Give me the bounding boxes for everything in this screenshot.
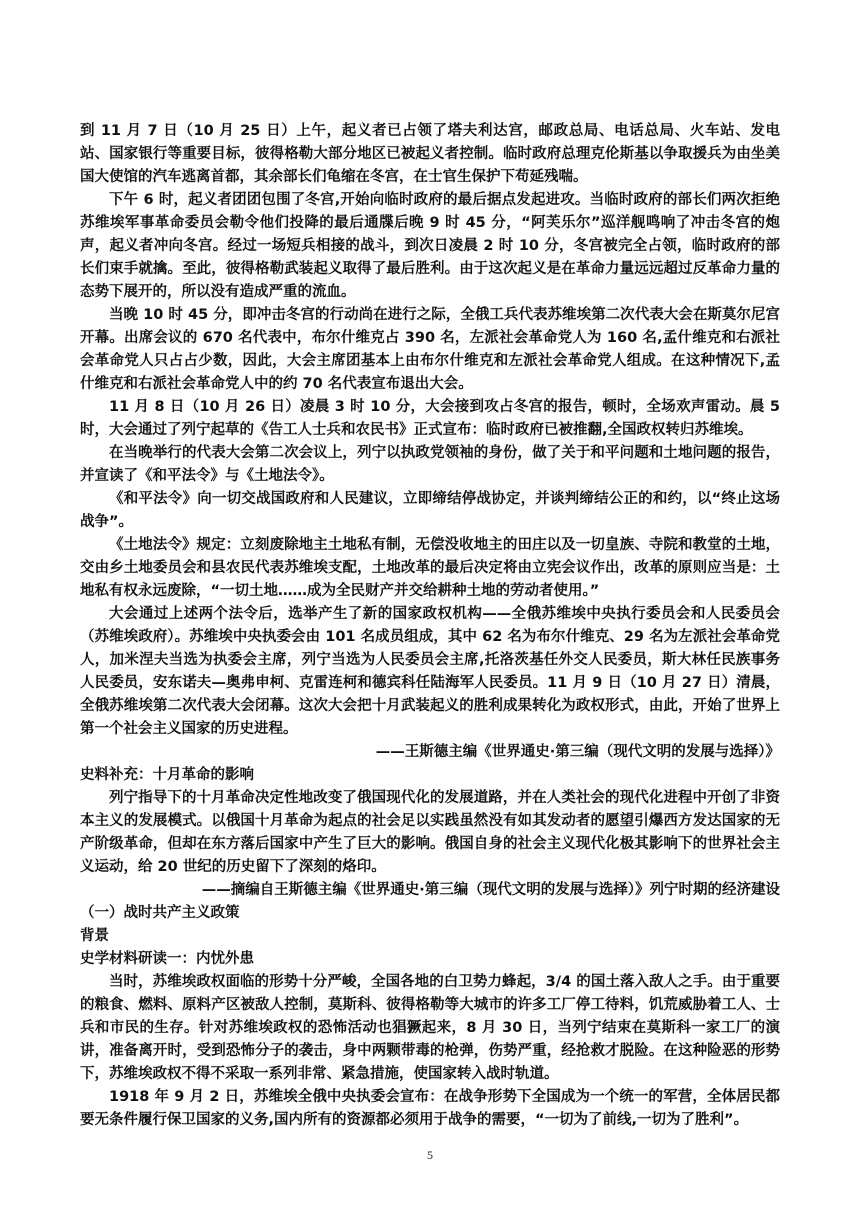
paragraph-2: 下午 6 时，起义者团团包围了冬宫,开始向临时政府的最后据点发起进攻。当临时政府的部长们两次拒绝苏维埃军事革命委员会勒令他们投降的最后通牒后晚 9 时 45 分，“阿芙乐尔”巡洋舰鸣响了冲击冬宫的炮声，起义者冲向冬宫。经过一场短兵相接的战斗，到次日凌晨 2 时 10 分，冬宫被完全占领，临时政府的部长们束手就擒。至此，彼得格勒武装起义取得了最后胜利。由于这次起义是在革命力量远远超过反革命力量的态势下展开的，所以没有造成严重的流血。	[80, 192, 780, 300]
source-citation-1: ——王斯德主编《世界通史·第三编（现代文明的发展与选择）》	[375, 744, 780, 760]
paragraph-8: 大会通过上述两个法令后，选举产生了新的国家政权机构——全俄苏维埃中央执行委员会和人民委员会（苏维埃政府）。苏维埃中央执委会由 101 名成员组成，其中 62 名为布尔什维克、29 名为左派社会革命党人，加米涅夫当选为执委会主席，列宁当选为人民委员会主席,托洛茨基任外交人民委员，斯大林任民族事务人民委员，安东诺夫—奥弗申柯、克雷连柯和德宾科任陆海军人民委员。11 月 9 日（10 月 27 日）清晨，全俄苏维埃第二次代表大会闭幕。这次大会把十月武装起义的胜利成果转化为政权形式，由此，开始了世界上第一个社会主义国家的历史进程。	[80, 606, 780, 737]
paragraph-9: 列宁指导下的十月革命决定性地改变了俄国现代化的发展道路，并在人类社会的现代化进程中开创了非资本主义的发展模式。以俄国十月革命为起点的社会足以实践虽然没有如其发动者的愿望引爆西方发达国家的无产阶级革命，但却在东方落后国家中产生了巨大的影响。俄国自身的社会主义现代化极其影响下的世界社会主义运动，给 20 世纪的历史留下了深刻的烙印。	[80, 790, 780, 875]
source-citation-2: ——摘编自王斯德主编《世界通史·第三编（现代文明的发展与选择）》列宁时期的经济建设	[201, 882, 780, 898]
paragraph-4: 11 月 8 日（10 月 26 日）凌晨 3 时 10 分，大会接到攻占冬宫的报告，顿时，全场欢声雷动。晨 5 时，大会通过了列宁起草的《告工人士兵和农民书》正式宣布：临时政府已被推翻,全国政权转归苏维埃。	[80, 399, 780, 438]
section-heading-background: 背景	[80, 928, 109, 944]
section-heading-supplement: 史料补充：十月革命的影响	[80, 767, 254, 783]
section-heading-reading: 史学材料研读一：内忧外患	[80, 951, 254, 967]
paragraph-3: 当晚 10 时 45 分，即冲击冬宫的行动尚在进行之际，全俄工兵代表苏维埃第二次代表大会在斯莫尔尼宫开幕。出席会议的 670 名代表中，布尔什维克占 390 名，左派社会革命党人为 160 名,孟什维克和右派社会革命党人只占占少数，因此，大会主席团基本上由布尔什维克和左派社会革命党人组成。在这种情况下,孟什维克和右派社会革命党人中的约 70 名代表宣布退出大会。	[80, 307, 780, 392]
section-heading-war-communism: （一）战时共产主义政策	[80, 905, 240, 921]
page-number: 5	[427, 1148, 433, 1162]
paragraph-7: 《土地法令》规定：立刻废除地主土地私有制，无偿没收地主的田庄以及一切皇族、寺院和教堂的土地，交由乡土地委员会和县农民代表苏维埃支配，土地改革的最后决定将由立宪会议作出，改革的原则应当是：土地私有权永远废除，“一切土地……成为全民财产并交给耕种土地的劳动者使用。”	[80, 537, 780, 599]
document-body	[80, 120, 780, 1132]
paragraph-10: 当时，苏维埃政权面临的形势十分严峻，全国各地的白卫势力蜂起，3/4 的国土落入敌人之手。由于重要的粮食、燃料、原料产区被敌人控制，莫斯科、彼得格勒等大城市的许多工厂停工待料，饥荒威胁着工人、士兵和市民的生存。针对苏维埃政权的恐怖活动也猖獗起来，8 月 30 日，当列宁结束在莫斯科一家工厂的演讲，准备离开时，受到恐怖分子的袭击，身中两颗带毒的枪弹，伤势严重，经抢救才脱险。在这种险恶的形势下，苏维埃政权不得不采取一系列非常、紧急措施，使国家转入战时轨道。	[80, 974, 780, 1082]
paragraph-11: 1918 年 9 月 2 日，苏维埃全俄中央执委会宣布：在战争形势下全国成为一个统一的军营，全体居民都要无条件履行保卫国家的义务,国内所有的资源都必须用于战争的需要，“一切为了前线,一切为了胜利”。	[80, 1089, 780, 1128]
paragraph-1: 到 11 月 7 日（10 月 25 日）上午，起义者已占领了塔夫利达宫，邮政总局、电话总局、火车站、发电站、国家银行等重要目标，彼得格勒大部分地区已被起义者控制。临时政府总理克伦斯基以争取援兵为由坐美国大使馆的汽车逃离首都，其余部长们龟缩在冬宫，在士官生保护下苟延残喘。	[80, 123, 780, 185]
paragraph-5: 在当晚举行的代表大会第二次会议上，列宁以执政党领袖的身份，做了关于和平问题和土地问题的报告，并宣读了《和平法令》与《土地法令》。	[80, 445, 780, 484]
paragraph-6: 《和平法令》向一切交战国政府和人民建议，立即缔结停战协定，并谈判缔结公正的和约，以“终止这场战争”。	[80, 491, 780, 530]
